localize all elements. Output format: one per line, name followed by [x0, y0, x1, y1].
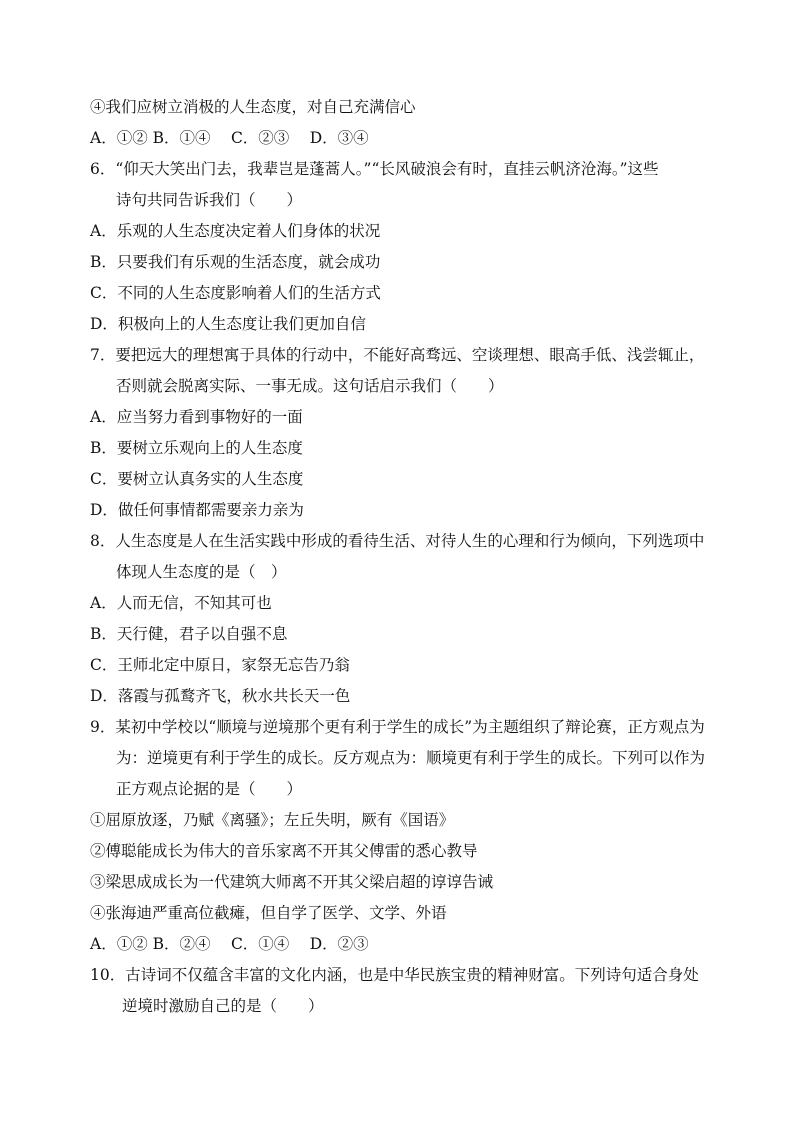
- q6-option-d: D．积极向上的人生态度让我们更加自信: [90, 315, 366, 333]
- q9-item-4: ④张海迪严重高位截瘫，但自学了医学、文学、外语: [90, 904, 447, 922]
- q7-option-d: D．做任何事情都需要亲力亲为: [90, 501, 304, 519]
- q8-stem: 8．人生态度是人在生活实践中形成的看待生活、对待人生的心理和行为倾向，下列选项中: [90, 532, 705, 550]
- q9-answer-choices: A．①② B．②④ C．①④ D．②③: [90, 935, 369, 953]
- q8-option-c: C．王师北定中原日，家祭无忘告乃翁: [90, 656, 350, 674]
- q6-option-a: A．乐观的人生态度决定着人们身体的状况: [90, 222, 381, 240]
- q6-option-c: C．不同的人生态度影响着人们的生活方式: [90, 284, 381, 302]
- q9-stem-cont-2: 正方观点论据的是（ ）: [116, 780, 303, 798]
- q8-stem-cont: 体现人生态度的是（ ）: [116, 563, 287, 581]
- q5-answer-choices: A．①② B．①④ C．②③ D．③④: [90, 129, 369, 147]
- q9-item-3: ③梁思成成长为一代建筑大师离不开其父梁启超的谆谆告诫: [90, 873, 494, 891]
- q5-option-4: ④我们应树立消极的人生态度，对自己充满信心: [90, 98, 416, 116]
- q7-option-a: A．应当努力看到事物好的一面: [90, 408, 303, 426]
- q9-item-1: ①屈原放逐，乃赋《离骚》；左丘失明，厥有《国语》: [90, 811, 455, 829]
- q6-stem-cont: 诗句共同告诉我们（ ）: [116, 191, 303, 209]
- q7-option-c: C．要树立认真务实的人生态度: [90, 470, 304, 488]
- q8-option-d: D．落霞与孤鹜齐飞，秋水共长天一色: [90, 687, 351, 705]
- q7-stem-cont: 否则就会脱离实际、一事无成。这句话启示我们（ ）: [116, 377, 504, 395]
- q6-option-b: B．只要我们有乐观的生活态度，就会成功: [90, 253, 381, 271]
- q9-stem: 9．某初中学校以“顺境与逆境那个更有利于学生的成长”为主题组织了辩论赛，正方观点为: [90, 718, 705, 736]
- q8-option-a: A．人而无信，不知其可也: [90, 594, 272, 612]
- q9-item-2: ②傅聪能成长为伟大的音乐家离不开其父傅雷的悉心教导: [90, 842, 478, 860]
- q6-stem: 6．“仰天大笑出门去，我辈岂是蓬蒿人。”“长风破浪会有时，直挂云帆济沧海。”这些: [90, 160, 659, 178]
- q10-stem: 10．古诗词不仅蕴含丰富的文化内涵，也是中华民族宝贵的精神财富。下列诗句适合身处: [90, 966, 699, 984]
- q10-stem-cont: 逆境时激励自己的是（ ）: [122, 997, 324, 1015]
- q9-stem-cont-1: 为：逆境更有利于学生的成长。反方观点为：顺境更有利于学生的成长。下列可以作为: [116, 749, 706, 767]
- q8-option-b: B．天行健，君子以自强不息: [90, 625, 288, 643]
- q7-option-b: B．要树立乐观向上的人生态度: [90, 439, 303, 457]
- q7-stem: 7．要把远大的理想寓于具体的行动中，不能好高骛远、空谈理想、眼高手低、浅尝辄止，: [90, 346, 705, 364]
